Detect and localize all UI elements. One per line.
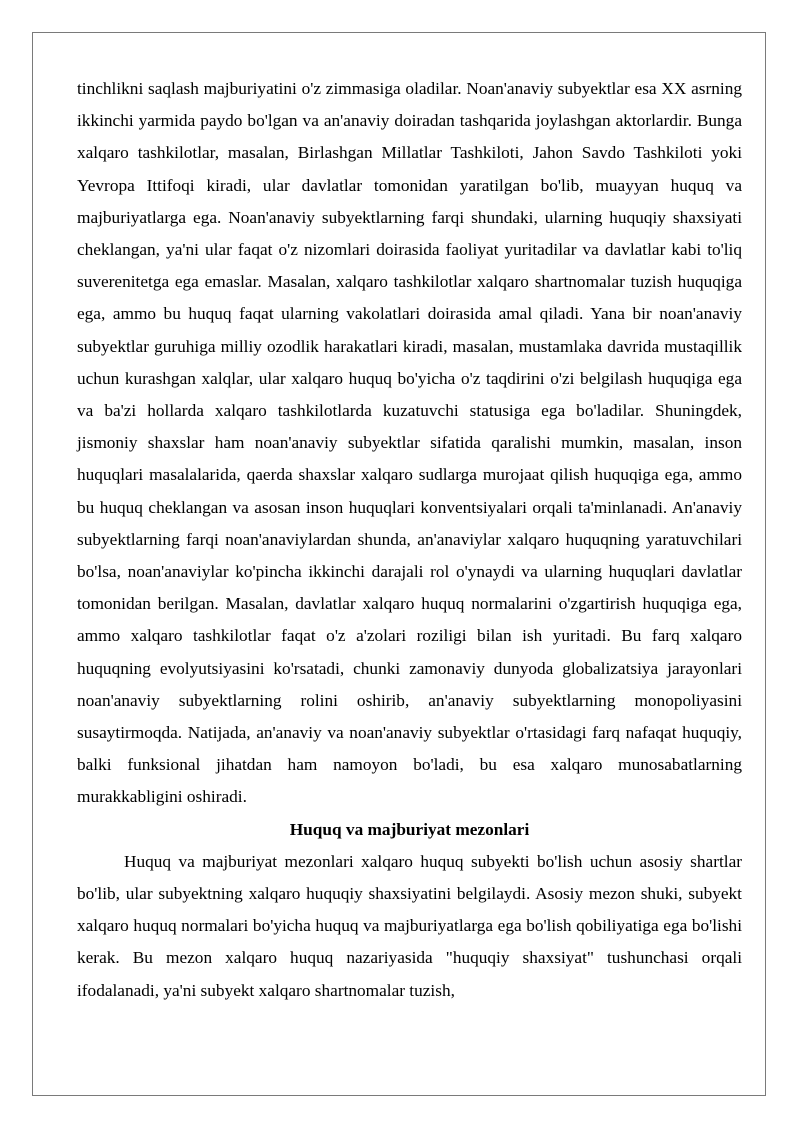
document-body [77,73,742,1007]
body-paragraph: Huquq va majburiyat mezonlari xalqaro huquq subyekti bo'lish uchun asosiy shartlar bo'lib, ular subyektning xalqaro huquqiy shaxsiyatini belgilaydi. Asosiy mezon shuki, subyekt xalqaro huquq normalari bo'yicha huquq va majburiyatlarga ega bo'lish qobiliyatiga ega bo'lishi kerak. Bu mezon xalqaro huquq nazariyasida "huquqiy shaxsiyat" tushunchasi orqali ifodalanadi, ya'ni subyekt xalqaro shartnomalar tuzish, [77,851,742,1000]
section-heading: Huquq va majburiyat mezonlari [289,819,530,839]
body-paragraph: tinchlikni saqlash majburiyatini o'z zimmasiga oladilar. Noan'anaviy subyektlar esa XX asrning ikkinchi yarmida paydo bo'lgan va an'anaviy doiradan tashqarida joylashgan aktorlardir. Bunga xalqaro tashkilotlar, masalan, Birlashgan Millatlar Tashkiloti, Jahon Savdo Tashkiloti yoki Yevropa Ittifoqi kiradi, ular davlatlar tomonidan yaratilgan bo'lib, muayyan huquq va majburiyatlarga ega. Noan'anaviy subyektlarning farqi shundaki, ularning huquqiy shaxsiyati cheklangan, ya'ni ular faqat o'z nizomlari doirasida faoliyat yuritadilar va davlatlar kabi to'liq suverenitetga ega emaslar. Masalan, xalqaro tashkilotlar xalqaro shartnomalar tuzish huquqiga ega, ammo bu huquq faqat ularning vakolatlari doirasida amal qiladi. Yana bir noan'anaviy subyektlar guruhiga milliy ozodlik harakatlari kiradi, masalan, mustamlaka davrida mustaqillik uchun kurashgan xalqlar, ular xalqaro huquq bo'yicha o'z taqdirini o'zi belgilash huquqiga ega va ba'zi hollarda xalqaro tashkilotlarda kuzatuvchi statusiga ega bo'ladilar. Shuningdek, jismoniy shaxslar ham noan'anaviy subyektlar sifatida qaralishi mumkin, masalan, inson huquqlari masalalarida, qaerda shaxslar xalqaro sudlarga murojaat qilish huquqiga ega, ammo bu huquq cheklangan va asosan inson huquqlari konventsiyalari orqali ta'minlanadi. An'anaviy subyektlarning farqi noan'anaviylardan shunda, an'anaviylar xalqaro huquqning yaratuvchilari bo'lsa, noan'anaviylar ko'pincha ikkinchi darajali rol o'ynaydi va ularning huquqlari davlatlar tomonidan berilgan. Masalan, davlatlar xalqaro huquq normalarini o'zgartirish huquqiga ega, ammo xalqaro tashkilotlar faqat o'z a'zolari roziligi bilan ish yuritadi. Bu farq xalqaro huquqning evolyutsiyasini ko'rsatadi, chunki zamonaviy dunyoda globalizatsiya jarayonlari noan'anaviy subyektlarning rolini oshirib, an'anaviy subyektlarning monopoliyasini susaytirmoqda. Natijada, an'anaviy va noan'anaviy subyektlar o'rtasidagi farq nafaqat huquqiy, balki funksional jihatdan ham namoyon bo'ladi, bu esa xalqaro munosabatlarning murakkabligini oshiradi. [77,79,742,807]
